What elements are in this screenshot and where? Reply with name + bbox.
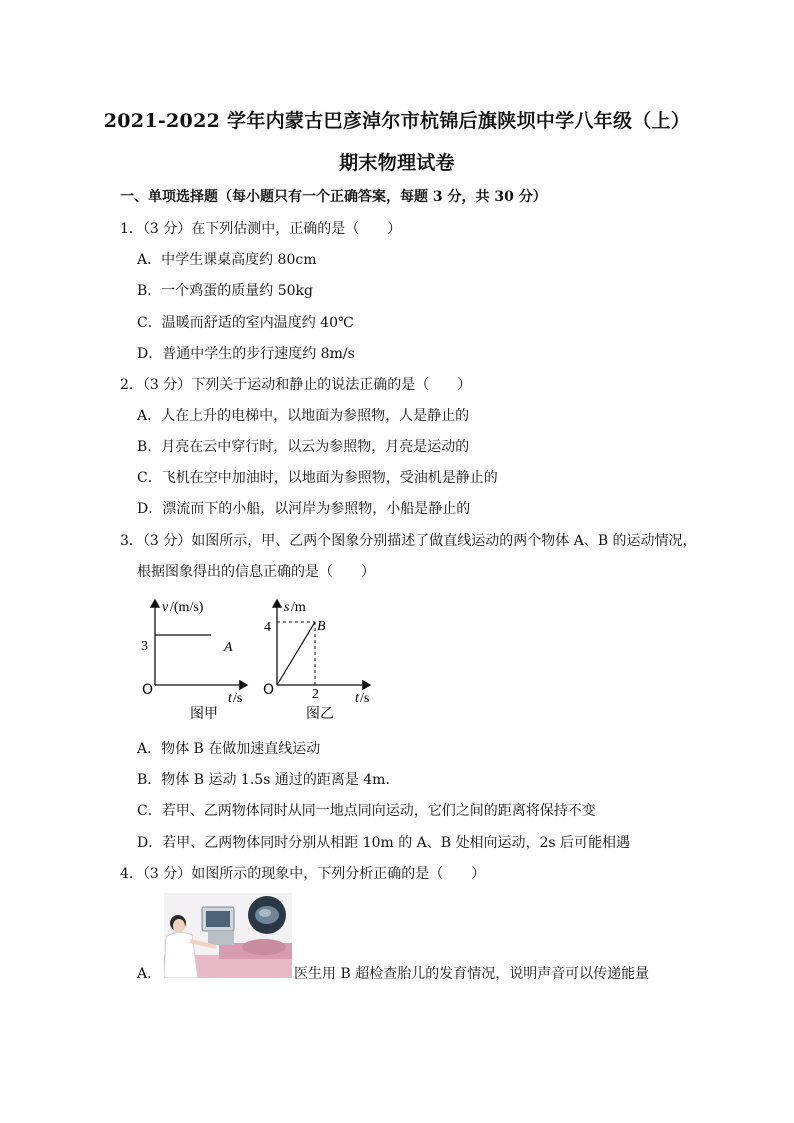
question-1-stem: 1．（3 分）在下列估测中，正确的是（ ） — [120, 221, 402, 237]
exam-title-line1: 2021-2022 学年内蒙古巴彦淖尔市杭锦后旗陕坝中学八年级（上） — [103, 110, 691, 132]
question-1-option-a: A．中学生课桌高度约 80cm — [137, 252, 317, 268]
graph-a-series-label: A — [224, 640, 233, 655]
graph-a-velocity-time — [130, 594, 260, 724]
graph-b-origin: O — [263, 682, 275, 698]
question-4-stem: 4．（3 分）如图所示的现象中，下列分析正确的是（ ） — [120, 866, 486, 882]
graph-a-ylabel-unit: /(m/s) — [170, 600, 204, 615]
question-1-option-b: B．一个鸡蛋的质量约 50kg — [137, 283, 313, 299]
question-4-option-a-text: 医生用 B 超检查胎儿的发育情况，说明声音可以传递能量 — [294, 966, 650, 982]
question-1-option-c: C．温暖而舒适的室内温度约 40℃ — [137, 315, 354, 331]
graph-b-series-label: B — [317, 619, 326, 634]
question-4-option-a-label: A． — [137, 966, 162, 982]
graph-a-caption: 图甲 — [190, 706, 218, 722]
graph-b-series-line — [277, 622, 315, 685]
question-2-option-a: A．人在上升的电梯中，以地面为参照物，人是静止的 — [137, 408, 470, 424]
graph-a-origin: O — [142, 682, 154, 698]
graph-b-x-tick: 2 — [312, 687, 319, 702]
graph-a-xlabel-unit: /s — [233, 691, 243, 706]
graph-b-xlabel-t: t — [355, 691, 359, 706]
b-ultrasound-illustration — [164, 893, 292, 978]
question-1-option-d: D．普通中学生的步行速度约 8m/s — [137, 346, 355, 362]
graph-b-caption: 图乙 — [306, 706, 334, 722]
question-2-option-b: B．月亮在云中穿行时，以云为参照物，月亮是运动的 — [137, 439, 470, 455]
question-2-stem: 2．（3 分）下列关于运动和静止的说法正确的是（ ） — [120, 377, 472, 393]
graph-a-ylabel-v: v — [162, 600, 169, 615]
question-2-option-c: C．飞机在空中加油时，以地面为参照物，受油机是静止的 — [137, 470, 498, 486]
graph-b-distance-time — [258, 594, 383, 724]
graph-b-xlabel-unit: /s — [360, 691, 370, 706]
graph-a-y-tick: 3 — [141, 639, 148, 654]
graph-b-ylabel-unit: /m — [291, 600, 306, 615]
section-heading: 一、单项选择题（每小题只有一个正确答案，每题 3 分，共 30 分） — [120, 189, 547, 205]
question-3-option-c: C．若甲、乙两物体同时从同一地点同向运动，它们之间的距离将保持不变 — [137, 803, 596, 819]
exam-title-line2: 期末物理试卷 — [339, 152, 455, 174]
graph-a-xlabel-t: t — [228, 691, 232, 706]
question-3-option-d: D．若甲、乙两物体同时分别从相距 10m 的 A、B 处相向运动，2s 后可能相遇 — [137, 835, 631, 851]
question-3-option-b: B．物体 B 运动 1.5s 通过的距离是 4m. — [137, 772, 390, 788]
question-3-stem-continued: 根据图象得出的信息正确的是（ ） — [137, 564, 375, 580]
graph-b-ylabel-s: s — [284, 600, 290, 615]
graph-b-y-tick: 4 — [264, 620, 271, 635]
question-3-option-a: A．物体 B 在做加速直线运动 — [137, 741, 321, 757]
question-2-option-d: D．漂流而下的小船，以河岸为参照物，小船是静止的 — [137, 501, 471, 517]
question-3-stem: 3．（3 分）如图所示，甲、乙两个图象分别描述了做直线运动的两个物体 A、B 的运动情况， — [120, 533, 697, 549]
